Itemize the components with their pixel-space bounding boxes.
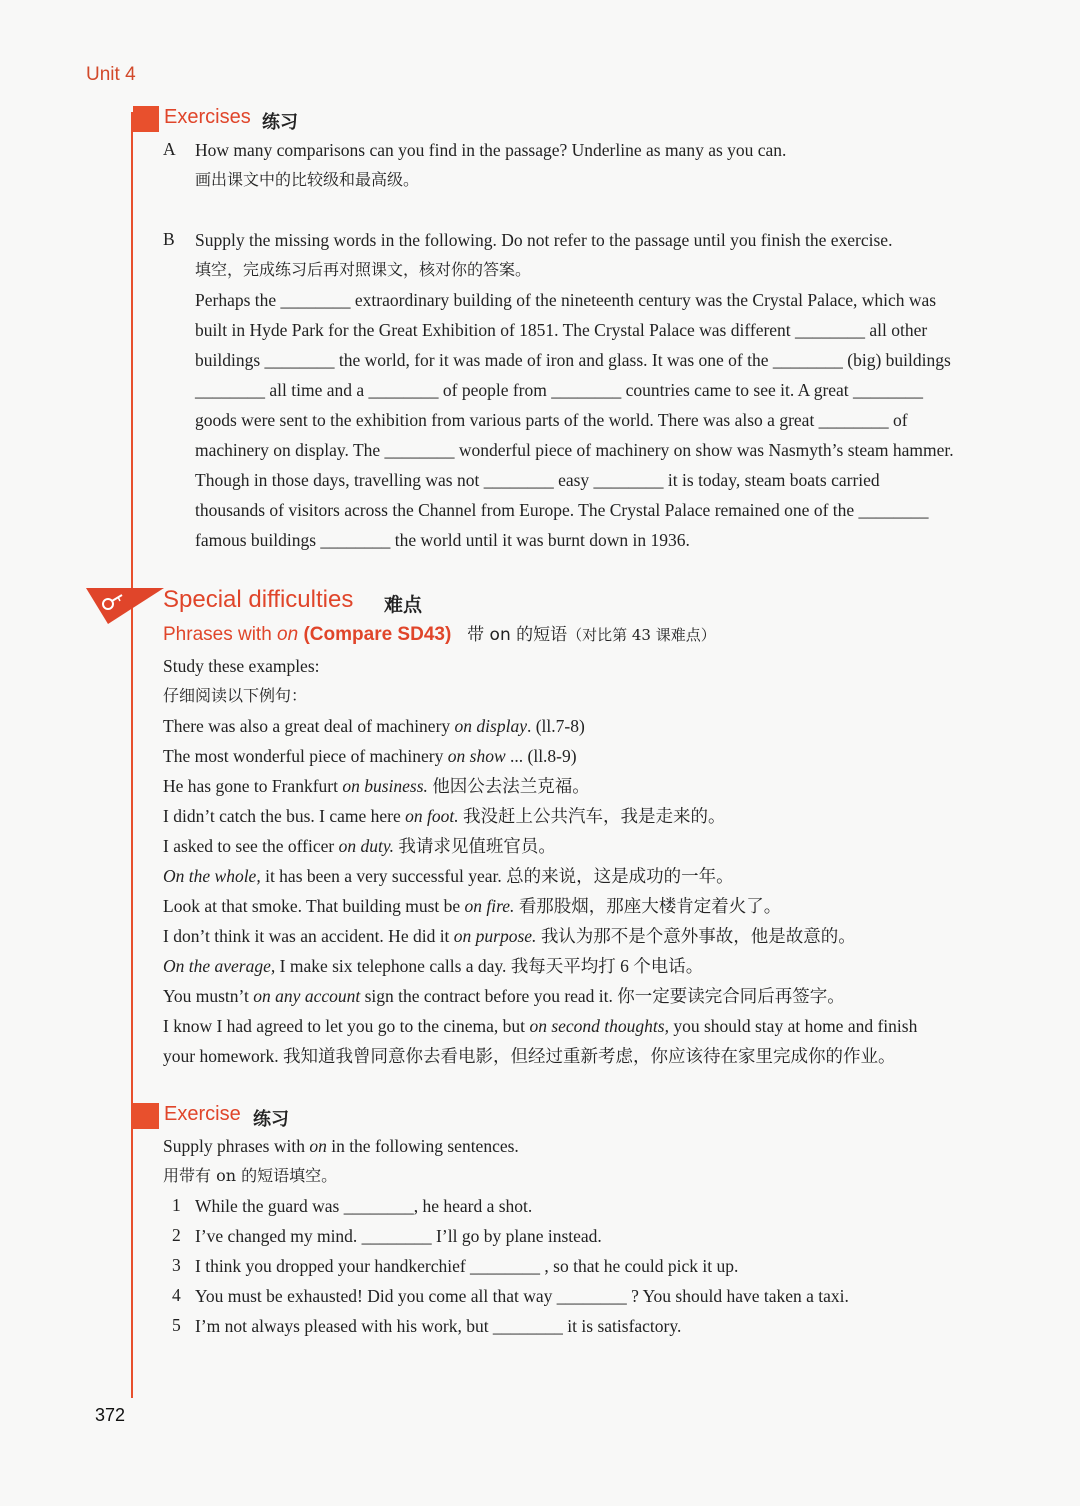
margin-rule bbox=[131, 112, 133, 1398]
example-line: I don’t think it was an accident. He did it on purpose. 我认为那不是个意外事故，他是故意的。 bbox=[163, 926, 856, 946]
example-line: I know I had agreed to let you go to the cinema, but on second thoughts, you should stay at home and finish bbox=[163, 1016, 918, 1036]
exercise-item: I’ve changed my mind. ________ I’ll go by plane instead. bbox=[195, 1226, 602, 1246]
example-line: your homework. 我知道我曾同意你去看电影，但经过重新考虑，你应该待在家里完成你的作业。 bbox=[163, 1046, 896, 1066]
item-number: 4 bbox=[172, 1285, 181, 1305]
exercise-heading-cn: 练习 bbox=[253, 1109, 289, 1130]
subheading-on: on bbox=[277, 624, 299, 645]
exercise-heading: Exercise bbox=[164, 1103, 241, 1125]
exercise-item: You must be exhausted! Did you come all that way ________ ? You should have taken a taxi. bbox=[195, 1286, 849, 1306]
label-a: A bbox=[163, 139, 176, 159]
exercise-item: I think you dropped your handkerchief ________ , so that he could pick it up. bbox=[195, 1256, 739, 1276]
exercises-heading-cn: 练习 bbox=[262, 112, 298, 133]
instruction-a: How many comparisons can you find in the passage? Underline as many as you can. bbox=[195, 140, 787, 160]
item-number: 2 bbox=[172, 1225, 181, 1245]
passage-line: machinery on display. The ________ wonderful piece of machinery on show was Nasmyth’s steam hammer. bbox=[195, 440, 954, 460]
section-marker bbox=[133, 106, 159, 132]
special-difficulties-heading: Special difficulties bbox=[163, 586, 354, 613]
exercises-heading: Exercises bbox=[164, 106, 251, 128]
exercise-item: While the guard was ________, he heard a shot. bbox=[195, 1196, 533, 1216]
exercise-instruction: Supply phrases with on in the following sentences. bbox=[163, 1136, 519, 1156]
example-line: Look at that smoke. That building must be on fire. 看那股烟，那座大楼肯定着火了。 bbox=[163, 896, 782, 916]
page-number: 372 bbox=[95, 1405, 126, 1425]
passage-line: Though in those days, travelling was not ________ easy ________ it is today, steam boats carried bbox=[195, 470, 880, 490]
example-line: The most wonderful piece of machinery on show ... (ll.8-9) bbox=[163, 746, 577, 766]
exercise-item: I’m not always pleased with his work, but ________ it is satisfactory. bbox=[195, 1316, 682, 1336]
item-number: 1 bbox=[172, 1195, 181, 1215]
study-intro: Study these examples: bbox=[163, 656, 320, 676]
passage-line: built in Hyde Park for the Great Exhibition of 1851. The Crystal Palace was different ________ all other bbox=[195, 320, 928, 340]
example-line: On the average, I make six telephone calls a day. 我每天平均打 6 个电话。 bbox=[163, 956, 704, 976]
subheading-part2: (Compare SD43) bbox=[298, 624, 452, 645]
example-line: He has gone to Frankfurt on business. 他因公去法兰克福。 bbox=[163, 776, 590, 796]
key-icon bbox=[86, 584, 166, 626]
item-number: 5 bbox=[172, 1315, 181, 1335]
subheading-cn-note: （对比第 43 课难点） bbox=[567, 626, 716, 644]
passage-line: famous buildings ________ the world until it was burnt down in 1936. bbox=[195, 530, 690, 550]
special-difficulties-heading-cn: 难点 bbox=[384, 594, 423, 616]
unit-label: Unit 4 bbox=[86, 64, 136, 85]
passage-line: thousands of visitors across the Channel from Europe. The Crystal Palace remained one of the ________ bbox=[195, 500, 929, 520]
instruction-b-cn: 填空，完成练习后再对照课文，核对你的答案。 bbox=[195, 260, 532, 279]
label-b: B bbox=[163, 229, 175, 249]
example-line: On the whole, it has been a very successful year. 总的来说，这是成功的一年。 bbox=[163, 866, 734, 886]
example-line: I asked to see the officer on duty. 我请求见值班官员。 bbox=[163, 836, 556, 856]
phrases-subheading bbox=[163, 620, 716, 646]
exercise-instruction-cn: 用带有 on 的短语填空。 bbox=[163, 1166, 338, 1185]
example-line: I didn’t catch the bus. I came here on foot. 我没赶上公共汽车，我是走来的。 bbox=[163, 806, 726, 826]
passage-line: goods were sent to the exhibition from various parts of the world. There was also a great ________ of bbox=[195, 410, 908, 430]
item-number: 3 bbox=[172, 1255, 181, 1275]
instruction-b: Supply the missing words in the following. Do not refer to the passage until you finish the exercise. bbox=[195, 230, 893, 250]
instruction-a-cn: 画出课文中的比较级和最高级。 bbox=[195, 170, 420, 189]
passage-line: Perhaps the ________ extraordinary building of the nineteenth century was the Crystal Palace, which was bbox=[195, 290, 937, 310]
subheading-part1: Phrases with bbox=[163, 624, 278, 645]
passage-line: ________ all time and a ________ of people from ________ countries came to see it. A great ________ bbox=[195, 380, 924, 400]
passage-line: buildings ________ the world, for it was made of iron and glass. It was one of the ________ (big) buildings bbox=[195, 350, 951, 370]
subheading-cn: 带 on 的短语 bbox=[467, 625, 568, 645]
study-intro-cn: 仔细阅读以下例句： bbox=[163, 686, 308, 705]
example-line: You mustn’t on any account sign the contract before you read it. 你一定要读完合同后再签字。 bbox=[163, 986, 845, 1006]
section-marker bbox=[133, 1103, 159, 1129]
example-line: There was also a great deal of machinery on display. (ll.7-8) bbox=[163, 716, 585, 736]
